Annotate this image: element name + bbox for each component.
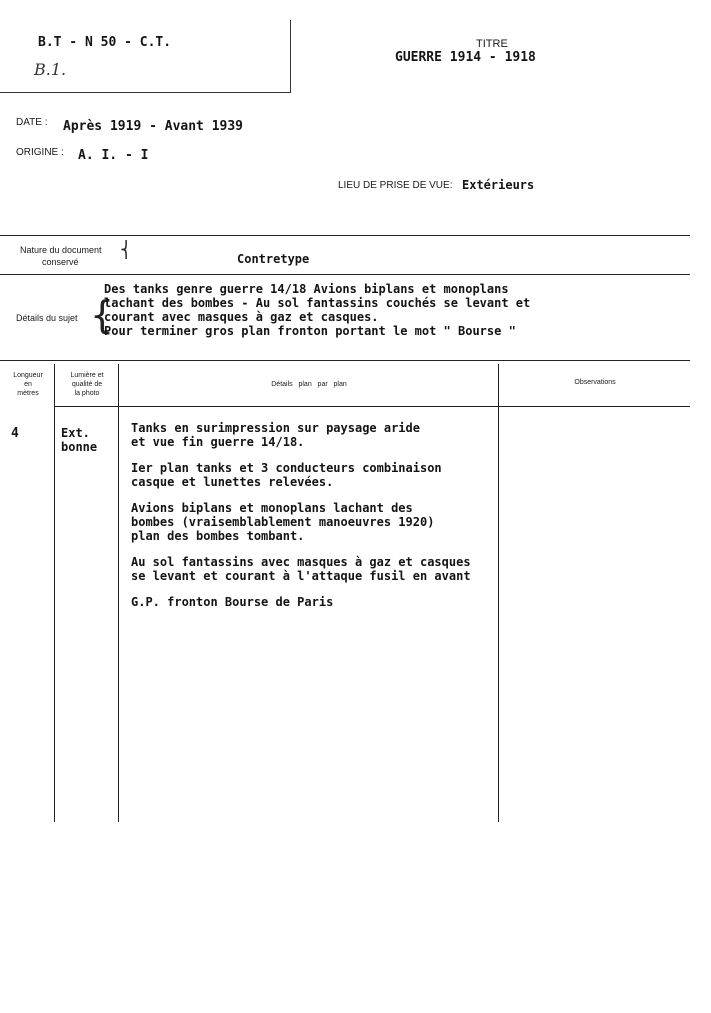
col-details-header: Détails plan par plan: [271, 381, 347, 388]
col-longueur-header: Longueur en mètres: [13, 372, 43, 397]
handwritten-reference: B.1.: [34, 60, 67, 79]
origine-label: ORIGINE :: [16, 147, 64, 158]
rule-nature-top: [0, 235, 690, 236]
col-qualite-header: Lumière et qualité de la photo: [70, 372, 104, 397]
detail-paragraph: Avions biplans et monoplans lachant des bombes (vraisemblablement manoeuvres 1920) plan des bombes tombant.: [131, 501, 435, 543]
detail-paragraph: G.P. fronton Bourse de Paris: [131, 595, 334, 609]
sujet-text: [104, 282, 530, 338]
col-observations-header: Observations: [574, 379, 616, 386]
col-divider-1: [54, 364, 55, 822]
details-block: [131, 421, 551, 609]
longueur-value: 4: [11, 426, 19, 441]
detail-paragraph: Au sol fantassins avec masques à gaz et casques se levant et courant à l'attaque fusil en avant: [131, 555, 471, 583]
sujet-label: Détails du sujet: [16, 313, 78, 323]
date-label: DATE :: [16, 117, 48, 128]
nature-label-line1: Nature du document: [20, 245, 102, 255]
detail-paragraph: Tanks en surimpression sur paysage aride et vue fin guerre 14/18.: [131, 421, 420, 449]
rule-nature-bottom: [0, 274, 690, 275]
nature-bracket: ⎨: [120, 240, 132, 259]
rule-header-bottom: [55, 406, 690, 407]
sujet-line: lachant des bombes - Au sol fantassins couchés se levant et: [104, 296, 531, 310]
detail-paragraph: Ier plan tanks et 3 conducteurs combinaison casque et lunettes relevées.: [131, 461, 442, 489]
col-divider-2: [118, 364, 119, 822]
date-value: Après 1919 - Avant 1939: [63, 119, 244, 134]
sujet-bracket: {: [90, 293, 115, 337]
header-box: [0, 20, 291, 93]
document-code: B.T - N 50 - C.T.: [38, 35, 172, 50]
sujet-line: courant avec masques à gaz et casques.: [104, 310, 379, 324]
qualite-value: Ext. bonne: [61, 426, 98, 454]
rule-table-top: [0, 360, 690, 361]
lieu-value: Extérieurs: [462, 178, 535, 192]
sujet-line: Des tanks genre guerre 14/18 Avions biplans et monoplans: [104, 282, 509, 296]
sujet-line: Pour terminer gros plan fronton portant le mot " Bourse ": [104, 324, 516, 338]
lieu-label: LIEU DE PRISE DE VUE:: [338, 180, 453, 191]
nature-value: Contretype: [237, 252, 310, 266]
origine-value: A. I. - I: [78, 148, 149, 163]
titre-value: GUERRE 1914 - 1918: [395, 50, 536, 65]
titre-label: TITRE: [476, 38, 508, 50]
nature-label-line2: conservé: [42, 257, 79, 267]
